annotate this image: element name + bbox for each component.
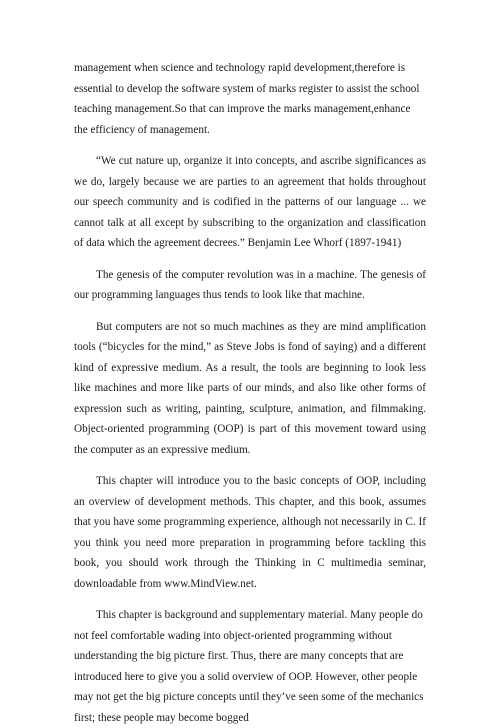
paragraph-intro-continued: management when science and technology rapid development,therefore is essential to develop the software system of marks register to assist the school teaching management.So that can improve the marks management,enhance the efficiency of management. [74, 62, 420, 136]
paragraph-whorf-quote: “We cut nature up, organize it into concepts, and ascribe significances as we do, largely because we are parties to an agreement that holds throughout our speech community and is codified in the patterns of our language ... we cannot talk at all except by subscribing to the organization and classification of data which the agreement decrees.” Benjamin Lee Whorf (1897-1941) [74, 155, 426, 249]
paragraph-background: This chapter is background and supplementary material. Many people do not feel comfortable wading into object-oriented programming without understanding the big picture first. Thus, there are many concepts that are introduced here to give you a solid overview of OOP. However, other people may not get the big picture concepts until they’ve seen some of the mechanics first; these people may become bogged [74, 609, 424, 724]
paragraph-mind-amplification: But computers are not so much machines as they are mind amplification tools (“bicycles for the mind,” as Steve Jobs is fond of saying) and a different kind of expressive medium. As a result, the tools are beginning to look less like machines and more like parts of our minds, and also like other forms of expression such as writing, painting, sculpture, animation, and filmmaking. Object-oriented programming (OOP) is part of this movement toward using the computer as an expressive medium. [74, 320, 426, 456]
body-text [74, 58, 426, 728]
paragraph-genesis: The genesis of the computer revolution was in a machine. The genesis of our programming languages thus tends to look like that machine. [74, 268, 426, 301]
paragraph-chapter-intro: This chapter will introduce you to the basic concepts of OOP, including an overview of development methods. This chapter, and this book, assumes that you have some programming experience, although not necessarily in C. If you think you need more preparation in programming before tackling this book, you should work through the Thinking in C multimedia seminar, downloadable from www.MindView.net. [74, 475, 426, 590]
